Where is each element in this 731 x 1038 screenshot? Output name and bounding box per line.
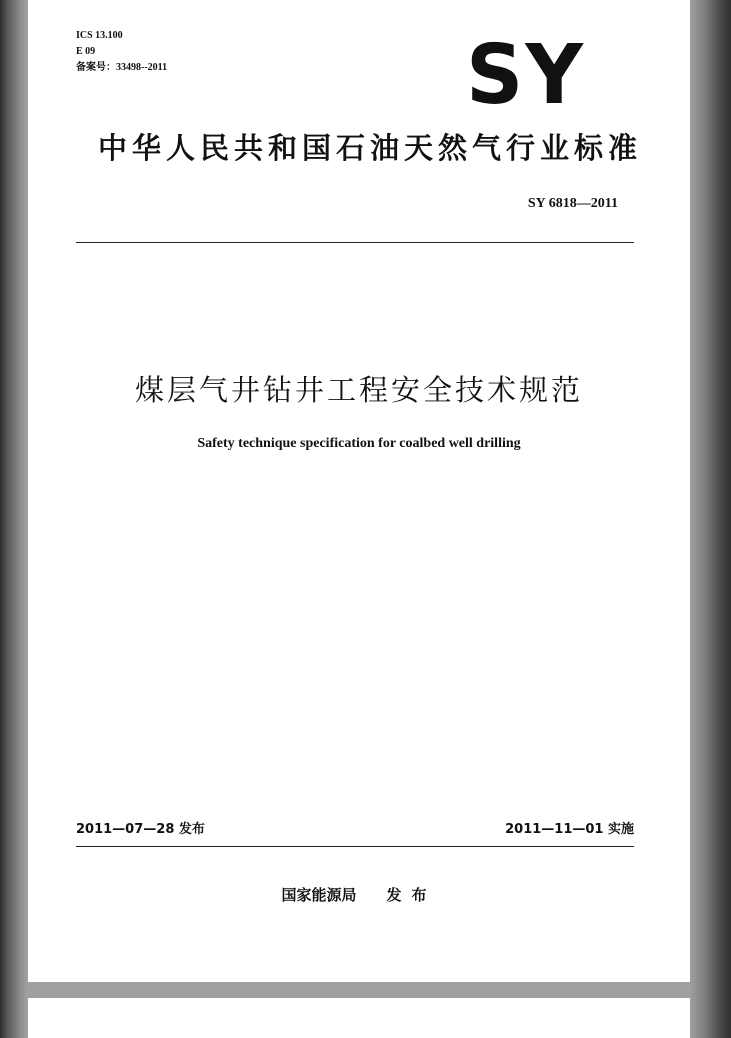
top-divider xyxy=(76,242,634,243)
category-code: E 09 xyxy=(76,46,96,57)
publisher-action: 发布 xyxy=(386,886,437,904)
filing-number: 备案号：33498--2011 xyxy=(76,62,168,73)
ics-code: ICS 13.100 xyxy=(76,30,123,41)
classification-block xyxy=(76,28,167,76)
document-page xyxy=(28,0,690,982)
sy-logo: SY xyxy=(466,28,586,124)
effective-date: 2011—11—01 实施 xyxy=(505,822,634,837)
standard-type-title: 中华人民共和国石油天然气行业标准 xyxy=(98,131,643,165)
document-title-en: Safety technique specification for coalbed well drilling xyxy=(197,436,521,451)
bottom-divider xyxy=(76,846,634,847)
document-title-cn: 煤层气井钻井工程安全技术规范 xyxy=(134,373,583,407)
publisher-line xyxy=(28,884,690,905)
issue-date: 2011—07—28 发布 xyxy=(76,822,205,837)
standard-number: SY 6818—2011 xyxy=(527,196,618,211)
publisher-name: 国家能源局 xyxy=(281,886,357,904)
next-page-edge xyxy=(28,998,690,1038)
